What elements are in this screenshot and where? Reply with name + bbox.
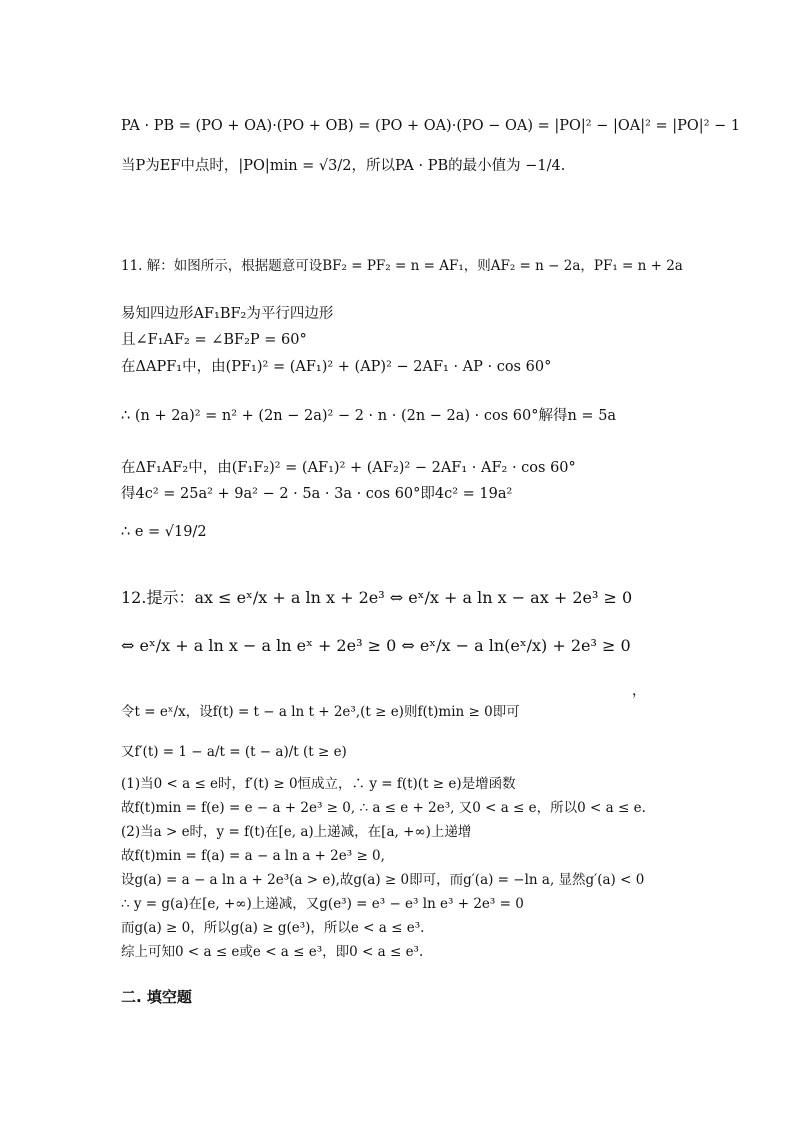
stray-comma: ， — [632, 683, 646, 699]
case-1-statement: (1)当0 < a ≤ e时，f′(t) ≥ 0恒成立，∴ y = f(t)(t ≥ e)是增函数 — [121, 776, 516, 792]
parallelogram-statement: 易知四边形AF₁BF₂为平行四边形 — [121, 306, 334, 322]
eccentricity-result: ∴ e = √19/2 — [121, 524, 207, 540]
angle-statement: 且∠F₁AF₂ = ∠BF₂P = 60° — [121, 332, 307, 348]
section-heading-fill-in: 二. 填空题 — [121, 988, 192, 1006]
law-of-cosines-f1af2: 在ΔF₁AF₂中，由(F₁F₂)² = (AF₁)² + (AF₂)² − 2AF₁ · AF₂ · cos 60° — [121, 460, 576, 476]
problem-11-setup: 11. 解：如图所示，根据题意可设BF₂ = PF₂ = n = AF₁，则AF₂ = n − 2a，PF₁ = n + 2a — [121, 258, 683, 274]
case-2-minimum: 故f(t)min = f(a) = a − a ln a + 2e³ ≥ 0, — [121, 848, 385, 864]
problem-12-hint: 12.提示：ax ≤ eˣ/x + a ln x + 2e³ ⇔ eˣ/x + a ln x − ax + 2e³ ≥ 0 — [121, 588, 633, 607]
define-g: 设g(a) = a − a ln a + 2e³(a > e),故g(a) ≥ 0即可，而g′(a) = −ln a, 显然g′(a) < 0 — [121, 872, 645, 888]
case-2-statement: (2)当a > e时，y = f(t)在[e, a)上递减，在[a, +∞)上递增 — [121, 824, 472, 840]
g-decreasing: ∴ y = g(a)在[e, +∞)上递减，又g(e³) = e³ − e³ ln e³ + 2e³ = 0 — [121, 896, 524, 912]
solve-n-equals-5a: ∴ (n + 2a)² = n² + (2n − 2a)² − 2 · n · (2n − 2a) · cos 60°解得n = 5a — [121, 408, 617, 424]
substitution-line: 令t = eˣ/x，设f(t) = t − a ln t + 2e³,(t ≥ e)则f(t)min ≥ 0即可 — [121, 704, 520, 720]
min-value-conclusion: 当P为EF中点时，|PO|min = √3/2，所以PA · PB的最小值为 −1/4. — [121, 158, 566, 174]
law-of-cosines-apf1: 在ΔAPF₁中，由(PF₁)² = (AF₁)² + (AP)² − 2AF₁ · AP · cos 60° — [121, 359, 552, 375]
g-bound: 而g(a) ≥ 0，所以g(a) ≥ g(e³)，所以e < a ≤ e³. — [121, 920, 425, 936]
derivative-line: 又f′(t) = 1 − a/t = (t − a)/t (t ≥ e) — [121, 744, 347, 760]
final-conclusion: 综上可知0 < a ≤ e或e < a ≤ e³，即0 < a ≤ e³. — [121, 944, 424, 960]
equation-4c2: 得4c² = 25a² + 9a² − 2 · 5a · 3a · cos 60°即4c² = 19a² — [121, 486, 513, 502]
equivalence-line: ⇔ eˣ/x + a ln x − a ln eˣ + 2e³ ≥ 0 ⇔ eˣ/x − a ln(eˣ/x) + 2e³ ≥ 0 — [121, 636, 631, 655]
dot-product-expansion: PA · PB = (PO + OA)·(PO + OB) = (PO + OA)·(PO − OA) = |PO|² − |OA|² = |PO|² − 1 — [121, 118, 741, 134]
case-1-conclusion: 故f(t)min = f(e) = e − a + 2e³ ≥ 0, ∴ a ≤ e + 2e³, 又0 < a ≤ e，所以0 < a ≤ e. — [121, 800, 646, 816]
